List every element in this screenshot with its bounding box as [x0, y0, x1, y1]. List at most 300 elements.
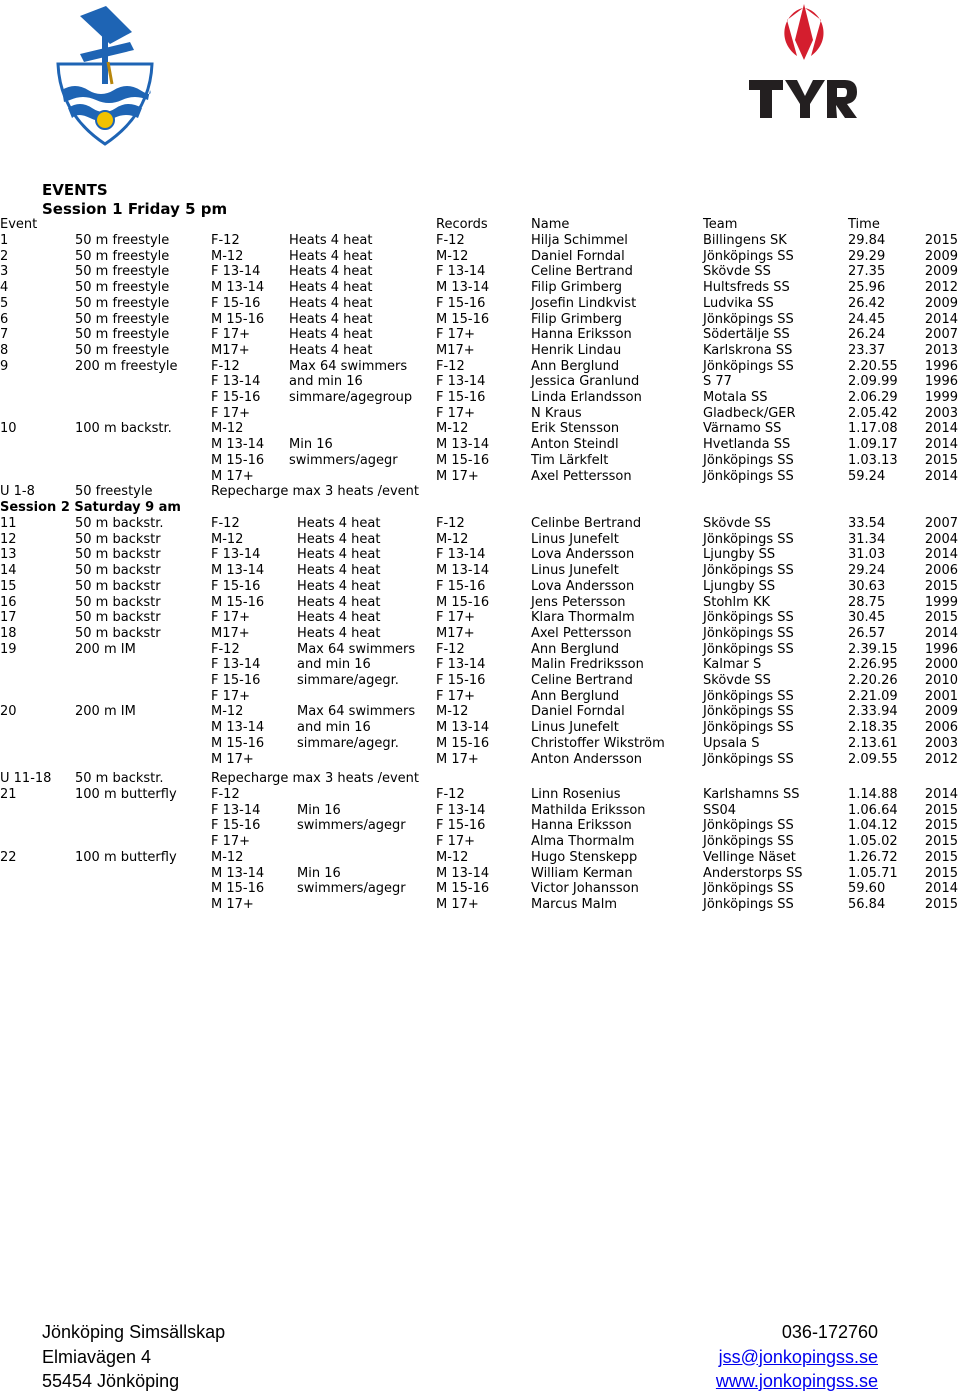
record-time: 30.45	[848, 610, 886, 626]
record-time: 29.24	[848, 563, 886, 579]
event-note: Heats 4 heat	[289, 280, 373, 296]
event-note: Heats 4 heat	[297, 563, 381, 579]
record-class: M-12	[436, 849, 469, 865]
record-team: Jönköpings SS	[703, 452, 794, 468]
record-class: F 15-16	[436, 295, 486, 311]
record-time: 2.21.09	[848, 688, 898, 704]
record-time: 30.63	[848, 578, 886, 594]
age-class: M-12	[211, 704, 244, 720]
record-year: 2009	[924, 248, 958, 264]
age-class: F 17+	[211, 688, 251, 704]
record-year: 2012	[924, 751, 958, 767]
event-note: Heats 4 heat	[297, 547, 381, 563]
event-note: simmare/agegr.	[297, 735, 399, 751]
footer-web-link[interactable]: www.jonkopingss.se	[715, 1371, 878, 1391]
age-class: F-12	[211, 358, 240, 374]
record-team: Kalmar S	[703, 657, 762, 673]
table-row	[0, 673, 960, 689]
record-team: Jönköpings SS	[703, 881, 794, 897]
record-team: S 77	[703, 374, 732, 390]
age-class: F 13-14	[211, 374, 261, 390]
table-row	[0, 704, 960, 720]
record-class: M-12	[436, 248, 469, 264]
record-team: Skövde SS	[703, 516, 771, 531]
event-note: Heats 4 heat	[297, 578, 381, 594]
record-class: F 13-14	[436, 264, 486, 280]
age-class: F-12	[211, 516, 240, 531]
record-year: 2015	[924, 610, 958, 626]
record-team: Södertälje SS	[703, 327, 790, 343]
record-year: 2015	[924, 865, 958, 881]
record-time: 2.20.55	[848, 358, 898, 374]
record-team: Motala SS	[703, 390, 768, 405]
table-row	[0, 787, 960, 803]
record-class: M 17+	[436, 468, 479, 484]
record-team: Vellinge Näset	[703, 849, 796, 865]
record-holder: Josefin Lindkvist	[531, 295, 637, 311]
record-class: M-12	[436, 421, 469, 437]
record-holder: Celine Bertrand	[531, 673, 633, 688]
record-team: Jönköpings SS	[703, 688, 794, 704]
table-row	[0, 233, 960, 249]
event-note: Heats 4 heat	[289, 327, 373, 343]
record-time: 1.14.88	[848, 787, 898, 802]
table-row	[0, 280, 960, 296]
record-team: Ljungby SS	[703, 578, 776, 594]
table-row	[0, 803, 960, 819]
age-class: M-12	[211, 421, 244, 437]
record-year: 2000	[924, 657, 958, 673]
table-row	[0, 249, 960, 265]
record-team: Jönköpings SS	[703, 358, 794, 374]
event-number: 18	[0, 625, 17, 641]
event-number: 21	[0, 787, 17, 802]
table-row	[0, 312, 960, 328]
record-year: 1996	[924, 374, 958, 390]
record-team: Karlshamns SS	[703, 787, 800, 802]
record-year: 1999	[924, 390, 958, 405]
table-row	[0, 374, 960, 390]
event-number: 4	[0, 280, 9, 296]
event-distance: 50 m freestyle	[75, 280, 170, 296]
record-holder: Linus Junefelt	[531, 720, 619, 736]
record-class: M 15-16	[436, 311, 490, 327]
table-row	[0, 547, 960, 563]
event-note: simmare/agegr.	[297, 673, 399, 688]
record-class: M-12	[436, 531, 469, 547]
age-class: F 13-14	[211, 802, 261, 818]
record-holder: Linus Junefelt	[531, 563, 619, 579]
event-note: and min 16	[297, 657, 371, 673]
event-number: 1	[0, 233, 9, 248]
record-holder: Jens Petersson	[531, 594, 626, 610]
record-team: Billingens SK	[703, 233, 787, 248]
record-class: F 15-16	[436, 818, 486, 834]
table-row	[0, 881, 960, 897]
table-row	[0, 516, 960, 532]
record-holder: Marcus Malm	[531, 896, 617, 912]
table-row	[0, 421, 960, 437]
record-year: 2003	[924, 735, 958, 751]
record-year: 2014	[924, 437, 958, 453]
age-class: F 13-14	[211, 264, 261, 280]
record-holder: Hilja Schimmel	[531, 233, 628, 248]
event-distance: 200 m freestyle	[75, 358, 178, 374]
record-holder: Ann Berglund	[531, 688, 620, 704]
event-note: Heats 4 heat	[297, 625, 381, 641]
age-class: M 13-14	[211, 563, 265, 579]
record-year: 2010	[924, 673, 958, 688]
age-class: F 17+	[211, 405, 251, 421]
record-class: F 17+	[436, 327, 476, 343]
record-holder: Hanna Eriksson	[531, 327, 632, 343]
age-class: F 15-16	[211, 295, 261, 311]
event-note: simmare/agegroup	[289, 390, 413, 405]
record-time: 2.13.61	[848, 735, 898, 751]
record-time: 26.57	[848, 625, 886, 641]
event-distance: 200 m IM	[75, 641, 136, 657]
event-note: and min 16	[297, 720, 371, 736]
record-team: Gladbeck/GER	[703, 405, 796, 421]
table-row	[0, 752, 960, 768]
table-row	[0, 595, 960, 611]
record-class: M 13-14	[436, 437, 490, 453]
repecharge-event: U 1-8	[0, 484, 35, 499]
record-year: 2006	[924, 563, 958, 579]
record-holder: Erik Stensson	[531, 421, 620, 437]
record-class: F 13-14	[436, 802, 486, 818]
record-year: 2015	[924, 849, 958, 865]
age-class: M 15-16	[211, 311, 265, 327]
record-holder: Lova Andersson	[531, 547, 635, 563]
record-holder: Daniel Forndal	[531, 248, 625, 264]
age-class: F 15-16	[211, 818, 261, 834]
record-holder: Celinbe Bertrand	[531, 516, 642, 531]
record-team: Anderstorps SS	[703, 865, 803, 881]
footer-address	[42, 1320, 225, 1394]
record-holder: Christoffer Wikström	[531, 735, 665, 751]
age-class: M17+	[211, 625, 250, 641]
event-distance: 50 m backstr	[75, 563, 161, 579]
event-number: 3	[0, 264, 9, 280]
record-team: Jönköpings SS	[703, 818, 794, 834]
table-row	[0, 626, 960, 642]
event-note: Max 64 swimmers	[297, 704, 416, 720]
event-number: 13	[0, 547, 17, 563]
record-team: Jönköpings SS	[703, 896, 794, 912]
record-holder: Axel Pettersson	[531, 625, 632, 641]
record-team: Jönköpings SS	[703, 531, 794, 547]
record-class: F 17+	[436, 405, 476, 421]
record-time: 31.03	[848, 547, 886, 563]
age-class: M-12	[211, 849, 244, 865]
record-time: 1.03.13	[848, 452, 898, 468]
event-note: Heats 4 heat	[297, 531, 381, 547]
event-note: Max 64 swimmers	[297, 641, 416, 657]
record-class: F 17+	[436, 688, 476, 704]
record-team: Jönköpings SS	[703, 610, 794, 626]
age-class: M 17+	[211, 468, 254, 484]
record-year: 2015	[924, 802, 958, 818]
table-row	[0, 736, 960, 752]
record-time: 27.35	[848, 264, 886, 280]
header-name: Name	[531, 217, 570, 232]
record-holder: Linus Junefelt	[531, 531, 619, 547]
table-row	[0, 264, 960, 280]
event-distance: 50 m freestyle	[75, 327, 170, 343]
event-distance: 50 m backstr	[75, 578, 161, 594]
footer-email-link[interactable]: jss@jonkopingss.se	[718, 1346, 878, 1367]
record-time: 1.05.71	[848, 865, 898, 881]
record-team: Hvetlanda SS	[703, 437, 791, 453]
record-class: M 13-14	[436, 865, 490, 881]
record-holder: N Kraus	[531, 405, 582, 421]
table-row	[0, 390, 960, 406]
age-class: F 17+	[211, 834, 251, 850]
event-distance: 50 m backstr	[75, 531, 161, 547]
record-team: Upsala S	[703, 735, 760, 751]
record-holder: Ann Berglund	[531, 641, 620, 657]
record-time: 2.20.26	[848, 673, 898, 688]
record-holder: Filip Grimberg	[531, 311, 623, 327]
record-class: F-12	[436, 358, 465, 374]
age-class: M 13-14	[211, 437, 265, 453]
table-row	[0, 850, 960, 866]
header-records: Records	[436, 217, 488, 232]
record-time: 2.09.99	[848, 374, 898, 390]
table-row	[0, 642, 960, 658]
record-time: 2.26.95	[848, 657, 898, 673]
record-time: 26.42	[848, 295, 886, 311]
event-note: Heats 4 heat	[289, 248, 373, 264]
event-note: swimmers/agegr	[297, 881, 406, 897]
record-class: F-12	[436, 516, 465, 531]
event-number: 20	[0, 704, 17, 720]
record-holder: Mathilda Eriksson	[531, 802, 646, 818]
repecharge-event: U 11-18	[0, 771, 52, 786]
record-team: Jönköpings SS	[703, 834, 794, 850]
record-class: M17+	[436, 342, 475, 358]
record-time: 23.37	[848, 342, 886, 358]
event-note: Min 16	[297, 865, 341, 881]
record-time: 2.33.94	[848, 704, 898, 720]
record-year: 2014	[924, 787, 958, 802]
record-team: Jönköpings SS	[703, 641, 794, 657]
age-class: F 13-14	[211, 657, 261, 673]
event-distance: 50 m backstr	[75, 610, 161, 626]
record-holder: Lova Andersson	[531, 578, 635, 594]
repecharge-distance: 50 m backstr.	[75, 771, 164, 786]
record-holder: Victor Johansson	[531, 881, 639, 897]
age-class: F 15-16	[211, 390, 261, 405]
table-row	[0, 610, 960, 626]
record-holder: Henrik Lindau	[531, 342, 622, 358]
record-year: 2009	[924, 295, 958, 311]
record-time: 2.09.55	[848, 751, 898, 767]
record-year: 2007	[924, 516, 958, 531]
record-holder: Hanna Eriksson	[531, 818, 632, 834]
record-year: 2014	[924, 311, 958, 327]
record-time: 33.54	[848, 516, 886, 531]
event-distance: 50 m freestyle	[75, 295, 170, 311]
table-row	[0, 866, 960, 882]
record-team: Ludvika SS	[703, 295, 774, 311]
event-note: Heats 4 heat	[289, 311, 373, 327]
event-distance: 100 m butterfly	[75, 849, 177, 865]
record-team: Hultsfreds SS	[703, 280, 790, 296]
record-class: F 17+	[436, 610, 476, 626]
record-time: 2.05.42	[848, 405, 898, 421]
event-distance: 100 m butterfly	[75, 787, 177, 802]
table-row	[0, 579, 960, 595]
record-holder: Hugo Stenskepp	[531, 849, 638, 865]
event-note: swimmers/agegr	[297, 818, 406, 834]
record-holder: William Kerman	[531, 865, 633, 881]
table-row	[0, 532, 960, 548]
event-note: Max 64 swimmers	[289, 358, 408, 374]
session2-title: Session 2 Saturday 9 am	[0, 500, 181, 515]
age-class: M 13-14	[211, 720, 265, 736]
record-year: 2014	[924, 547, 958, 563]
record-time: 24.45	[848, 311, 886, 327]
record-year: 2004	[924, 531, 958, 547]
event-distance: 200 m IM	[75, 704, 136, 720]
age-class: M 15-16	[211, 881, 265, 897]
record-time: 28.75	[848, 594, 886, 610]
record-year: 2014	[924, 421, 958, 437]
event-number: 8	[0, 342, 9, 358]
record-holder: Jessica Granlund	[531, 374, 640, 390]
repecharge-row-2	[0, 771, 960, 787]
age-class: F 17+	[211, 327, 251, 343]
repecharge-text: Repecharge max 3 heats /event	[211, 484, 420, 499]
event-distance: 50 m backstr.	[75, 516, 164, 531]
age-class: F 17+	[211, 610, 251, 626]
footer-city: 55454 Jönköping	[42, 1371, 180, 1391]
event-distance: 50 m freestyle	[75, 342, 170, 358]
age-class: F-12	[211, 233, 240, 248]
header-time: Time	[848, 217, 880, 232]
age-class: M 13-14	[211, 280, 265, 296]
record-holder: Linda Erlandsson	[531, 390, 642, 405]
record-team: Jönköpings SS	[703, 625, 794, 641]
record-holder: Anton Andersson	[531, 751, 643, 767]
record-team: SS04	[703, 802, 737, 818]
record-year: 2012	[924, 280, 958, 296]
record-time: 2.18.35	[848, 720, 898, 736]
record-class: F 13-14	[436, 374, 486, 390]
event-number: 19	[0, 641, 17, 657]
record-class: M 15-16	[436, 735, 490, 751]
record-year: 1996	[924, 358, 958, 374]
record-class: M 15-16	[436, 452, 490, 468]
event-number: 11	[0, 516, 17, 531]
record-holder: Tim Lärkfelt	[531, 452, 609, 468]
record-year: 2001	[924, 688, 958, 704]
record-class: F 13-14	[436, 657, 486, 673]
record-time: 25.96	[848, 280, 886, 296]
table-row	[0, 720, 960, 736]
record-year: 2014	[924, 468, 958, 484]
event-note: swimmers/agegr	[289, 452, 398, 468]
header-event: Event	[0, 217, 38, 232]
record-team: Skövde SS	[703, 673, 771, 688]
table-row	[0, 437, 960, 453]
repecharge-row-1	[0, 484, 960, 500]
record-class: F 17+	[436, 834, 476, 850]
event-distance: 50 m backstr	[75, 594, 161, 610]
record-time: 26.24	[848, 327, 886, 343]
record-holder: Celine Bertrand	[531, 264, 633, 280]
record-year: 2009	[924, 704, 958, 720]
event-distance: 50 m freestyle	[75, 233, 170, 248]
record-class: F-12	[436, 787, 465, 802]
event-number: 16	[0, 594, 17, 610]
table-row	[0, 359, 960, 375]
event-distance: 50 m freestyle	[75, 311, 170, 327]
record-year: 2014	[924, 881, 958, 897]
events-title: EVENTS	[42, 181, 108, 199]
table-row	[0, 818, 960, 834]
record-year: 2015	[924, 233, 958, 248]
table-row	[0, 897, 960, 913]
record-team: Jönköpings SS	[703, 720, 794, 736]
record-team: Karlskrona SS	[703, 342, 793, 358]
record-class: M17+	[436, 625, 475, 641]
event-number: 2	[0, 248, 9, 264]
record-class: F-12	[436, 641, 465, 657]
record-time: 29.84	[848, 233, 886, 248]
table-row	[0, 469, 960, 485]
age-class: M 13-14	[211, 865, 265, 881]
event-note: Heats 4 heat	[297, 610, 381, 626]
record-time: 59.24	[848, 468, 886, 484]
record-holder: Linn Rosenius	[531, 787, 621, 802]
event-note: Heats 4 heat	[297, 516, 381, 531]
record-class: F 15-16	[436, 673, 486, 688]
record-class: M 15-16	[436, 881, 490, 897]
record-team: Jönköpings SS	[703, 248, 794, 264]
table-row	[0, 343, 960, 359]
event-number: 10	[0, 421, 17, 437]
event-number: 15	[0, 578, 17, 594]
age-class: M 15-16	[211, 452, 265, 468]
record-holder: Alma Thormalm	[531, 834, 635, 850]
record-team: Värnamo SS	[703, 421, 782, 437]
age-class: F 15-16	[211, 673, 261, 688]
record-team: Skövde SS	[703, 264, 771, 280]
record-year: 2015	[924, 896, 958, 912]
footer-org: Jönköping Simsällskap	[42, 1322, 226, 1342]
record-class: F 13-14	[436, 547, 486, 563]
record-time: 2.39.15	[848, 641, 898, 657]
age-class: M 17+	[211, 751, 254, 767]
event-number: 12	[0, 531, 17, 547]
event-note: Heats 4 heat	[289, 295, 373, 311]
event-number: 5	[0, 295, 9, 311]
record-class: F-12	[436, 233, 465, 248]
record-class: M 17+	[436, 751, 479, 767]
age-class: F 15-16	[211, 578, 261, 594]
record-team: Stohlm KK	[703, 594, 770, 610]
tyr-logo-icon	[745, 0, 860, 122]
record-holder: Anton Steindl	[531, 437, 619, 453]
record-class: M 13-14	[436, 720, 490, 736]
record-class: F 15-16	[436, 390, 486, 405]
age-class: M-12	[211, 248, 244, 264]
record-holder: Klara Thormalm	[531, 610, 635, 626]
event-note: Min 16	[297, 802, 341, 818]
